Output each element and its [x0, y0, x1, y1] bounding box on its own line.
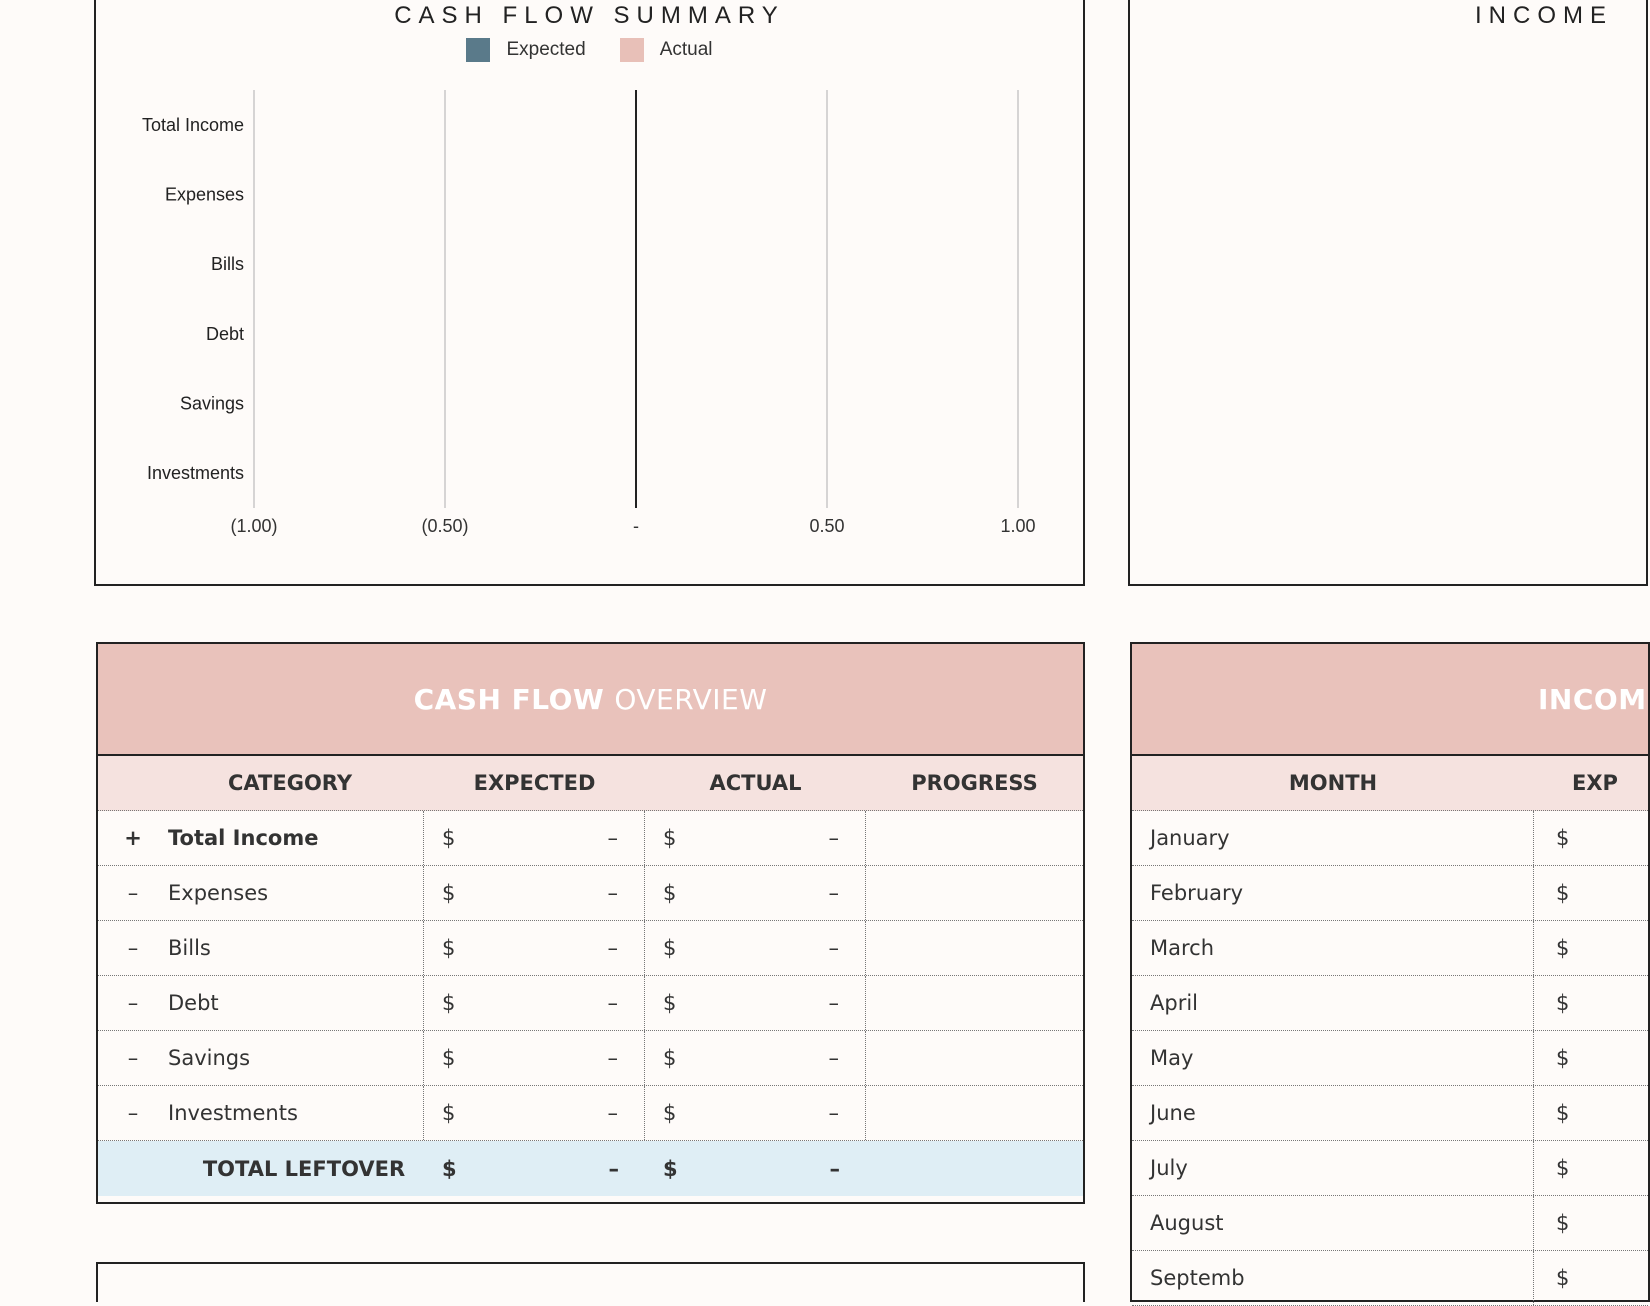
- currency-symbol: $: [442, 1046, 456, 1070]
- total-actual-value: –: [829, 1156, 840, 1181]
- row-expected-value: –: [607, 881, 618, 905]
- next-section-panel: [96, 1262, 1085, 1302]
- row-expected-value: –: [607, 991, 618, 1015]
- x-tick-label: (1.00): [230, 516, 278, 536]
- row-expected-cell[interactable]: [424, 1086, 645, 1140]
- cash-flow-overview-table: [96, 642, 1085, 1204]
- row-income-expected-cell[interactable]: [1534, 1141, 1648, 1195]
- row-actual-value: –: [828, 991, 839, 1015]
- row-month: January: [1132, 811, 1534, 865]
- row-category: Total Income: [168, 811, 424, 865]
- table-row[interactable]: [1132, 1141, 1648, 1196]
- row-actual-cell[interactable]: [645, 811, 866, 865]
- currency-symbol: $: [442, 936, 456, 960]
- row-income-expected-cell[interactable]: [1534, 1086, 1648, 1140]
- currency-symbol: $: [1556, 1101, 1570, 1125]
- income-column-headers: [1132, 756, 1648, 811]
- row-income-expected-cell[interactable]: [1534, 811, 1648, 865]
- table-row[interactable]: [98, 1086, 1083, 1141]
- overview-title-bold: CASH FLOW: [413, 682, 605, 716]
- total-progress-cell[interactable]: [866, 1141, 1083, 1196]
- row-month: July: [1132, 1141, 1534, 1195]
- currency-symbol: $: [663, 991, 677, 1015]
- y-category-label: Expenses: [164, 184, 244, 205]
- currency-symbol: $: [442, 1101, 456, 1125]
- row-actual-value: –: [828, 936, 839, 960]
- row-progress-cell[interactable]: [866, 1086, 1083, 1140]
- row-progress-cell[interactable]: [866, 976, 1083, 1030]
- table-row[interactable]: [98, 1031, 1083, 1086]
- row-category: Bills: [168, 921, 424, 975]
- row-actual-cell[interactable]: [645, 921, 866, 975]
- x-tick-label: 0.50: [809, 516, 845, 536]
- row-progress-cell[interactable]: [866, 866, 1083, 920]
- row-income-expected-cell[interactable]: [1534, 1251, 1648, 1305]
- currency-symbol: $: [1556, 881, 1570, 905]
- currency-symbol: $: [1556, 991, 1570, 1015]
- col-category-header: CATEGORY: [228, 771, 353, 795]
- currency-symbol: $: [663, 1156, 678, 1181]
- row-month: May: [1132, 1031, 1534, 1085]
- row-income-expected-cell[interactable]: [1534, 866, 1648, 920]
- total-leftover-label: TOTAL LEFTOVER: [202, 1156, 406, 1181]
- col-sign-header: [98, 756, 168, 810]
- row-expected-value: –: [607, 1101, 618, 1125]
- currency-symbol: $: [1556, 936, 1570, 960]
- row-progress-cell[interactable]: [866, 1031, 1083, 1085]
- row-sign: –: [127, 991, 139, 1015]
- row-actual-cell[interactable]: [645, 1031, 866, 1085]
- col-progress-header: PROGRESS: [911, 771, 1038, 795]
- overview-title-light: OVERVIEW: [614, 682, 768, 716]
- currency-symbol: $: [1556, 826, 1570, 850]
- row-month: August: [1132, 1196, 1534, 1250]
- row-expected-cell[interactable]: [424, 976, 645, 1030]
- row-month: June: [1132, 1086, 1534, 1140]
- total-expected-cell[interactable]: [424, 1141, 645, 1196]
- row-income-expected-cell[interactable]: [1534, 976, 1648, 1030]
- table-row[interactable]: [98, 811, 1083, 866]
- col-expected-header: EXPECTED: [473, 771, 596, 795]
- total-actual-cell[interactable]: [645, 1141, 866, 1196]
- table-row[interactable]: [1132, 866, 1648, 921]
- y-category-label: Total Income: [141, 114, 244, 135]
- currency-symbol: $: [1556, 1156, 1570, 1180]
- row-sign: –: [127, 1046, 139, 1070]
- row-sign: –: [127, 1101, 139, 1125]
- table-row[interactable]: [1132, 811, 1648, 866]
- col-month-header: MONTH: [1288, 771, 1378, 795]
- row-category: Investments: [168, 1086, 424, 1140]
- row-expected-value: –: [607, 936, 618, 960]
- currency-symbol: $: [1556, 1211, 1570, 1235]
- currency-symbol: $: [663, 936, 677, 960]
- col-income-expected-header: EXP: [1572, 771, 1618, 795]
- currency-symbol: $: [663, 1046, 677, 1070]
- row-expected-value: –: [607, 1046, 618, 1070]
- legend-label-actual: Actual: [659, 39, 713, 60]
- row-actual-value: –: [828, 826, 839, 850]
- table-row[interactable]: [1132, 921, 1648, 976]
- x-tick-label: -: [633, 516, 639, 536]
- row-actual-value: –: [828, 1046, 839, 1070]
- x-tick-label: (0.50): [421, 516, 469, 536]
- income-table: [1130, 642, 1650, 1302]
- row-sign: +: [124, 826, 142, 850]
- x-tick-label: 1.00: [1000, 516, 1036, 536]
- table-row[interactable]: [98, 921, 1083, 976]
- total-leftover-row[interactable]: [98, 1141, 1083, 1196]
- row-category: Expenses: [168, 866, 424, 920]
- currency-symbol: $: [1556, 1046, 1570, 1070]
- overview-title: [98, 644, 1083, 756]
- row-actual-cell[interactable]: [645, 866, 866, 920]
- chart-title: CASH FLOW SUMMARY: [394, 2, 785, 29]
- income-chart: [1128, 0, 1648, 586]
- currency-symbol: $: [442, 826, 456, 850]
- table-row[interactable]: [98, 976, 1083, 1031]
- table-row[interactable]: [1132, 1086, 1648, 1141]
- legend-label-expected: Expected: [506, 39, 586, 60]
- currency-symbol: $: [663, 1101, 677, 1125]
- income-chart-title: INCOME: [1475, 2, 1613, 29]
- table-row[interactable]: [1132, 1031, 1648, 1086]
- row-expected-cell[interactable]: [424, 1031, 645, 1085]
- currency-symbol: $: [663, 826, 677, 850]
- row-actual-value: –: [828, 881, 839, 905]
- row-month: February: [1132, 866, 1534, 920]
- total-expected-value: –: [608, 1156, 619, 1181]
- currency-symbol: $: [1556, 1266, 1570, 1290]
- row-expected-cell[interactable]: [424, 921, 645, 975]
- currency-symbol: $: [663, 881, 677, 905]
- row-sign: –: [127, 936, 139, 960]
- y-category-label: Bills: [210, 254, 244, 275]
- y-category-label: Investments: [146, 463, 244, 484]
- row-progress-cell[interactable]: [866, 811, 1083, 865]
- table-row[interactable]: [1132, 976, 1648, 1031]
- row-sign: –: [127, 881, 139, 905]
- table-row[interactable]: [1132, 1251, 1648, 1306]
- income-table-title-text: INCOM: [1538, 682, 1647, 716]
- row-income-expected-cell[interactable]: [1534, 1031, 1648, 1085]
- row-month: Septemb: [1132, 1251, 1534, 1305]
- chart-plot: [96, 0, 1087, 588]
- cash-flow-summary-chart: [94, 0, 1085, 586]
- currency-symbol: $: [442, 1156, 457, 1181]
- row-month: April: [1132, 976, 1534, 1030]
- row-progress-cell[interactable]: [866, 921, 1083, 975]
- row-actual-cell[interactable]: [645, 976, 866, 1030]
- currency-symbol: $: [442, 881, 456, 905]
- row-category: Savings: [168, 1031, 424, 1085]
- currency-symbol: $: [442, 991, 456, 1015]
- row-month: March: [1132, 921, 1534, 975]
- y-category-label: Savings: [179, 393, 244, 414]
- overview-column-headers: [98, 756, 1083, 811]
- row-category: Debt: [168, 976, 424, 1030]
- income-table-title: [1132, 644, 1648, 756]
- y-category-label: Debt: [205, 323, 244, 344]
- row-expected-cell[interactable]: [424, 811, 645, 865]
- row-income-expected-cell[interactable]: [1534, 921, 1648, 975]
- row-actual-value: –: [828, 1101, 839, 1125]
- col-actual-header: ACTUAL: [709, 771, 802, 795]
- row-expected-value: –: [607, 826, 618, 850]
- row-income-expected-cell[interactable]: [1534, 1196, 1648, 1250]
- row-actual-cell[interactable]: [645, 1086, 866, 1140]
- row-expected-cell[interactable]: [424, 866, 645, 920]
- table-row[interactable]: [98, 866, 1083, 921]
- table-row[interactable]: [1132, 1196, 1648, 1251]
